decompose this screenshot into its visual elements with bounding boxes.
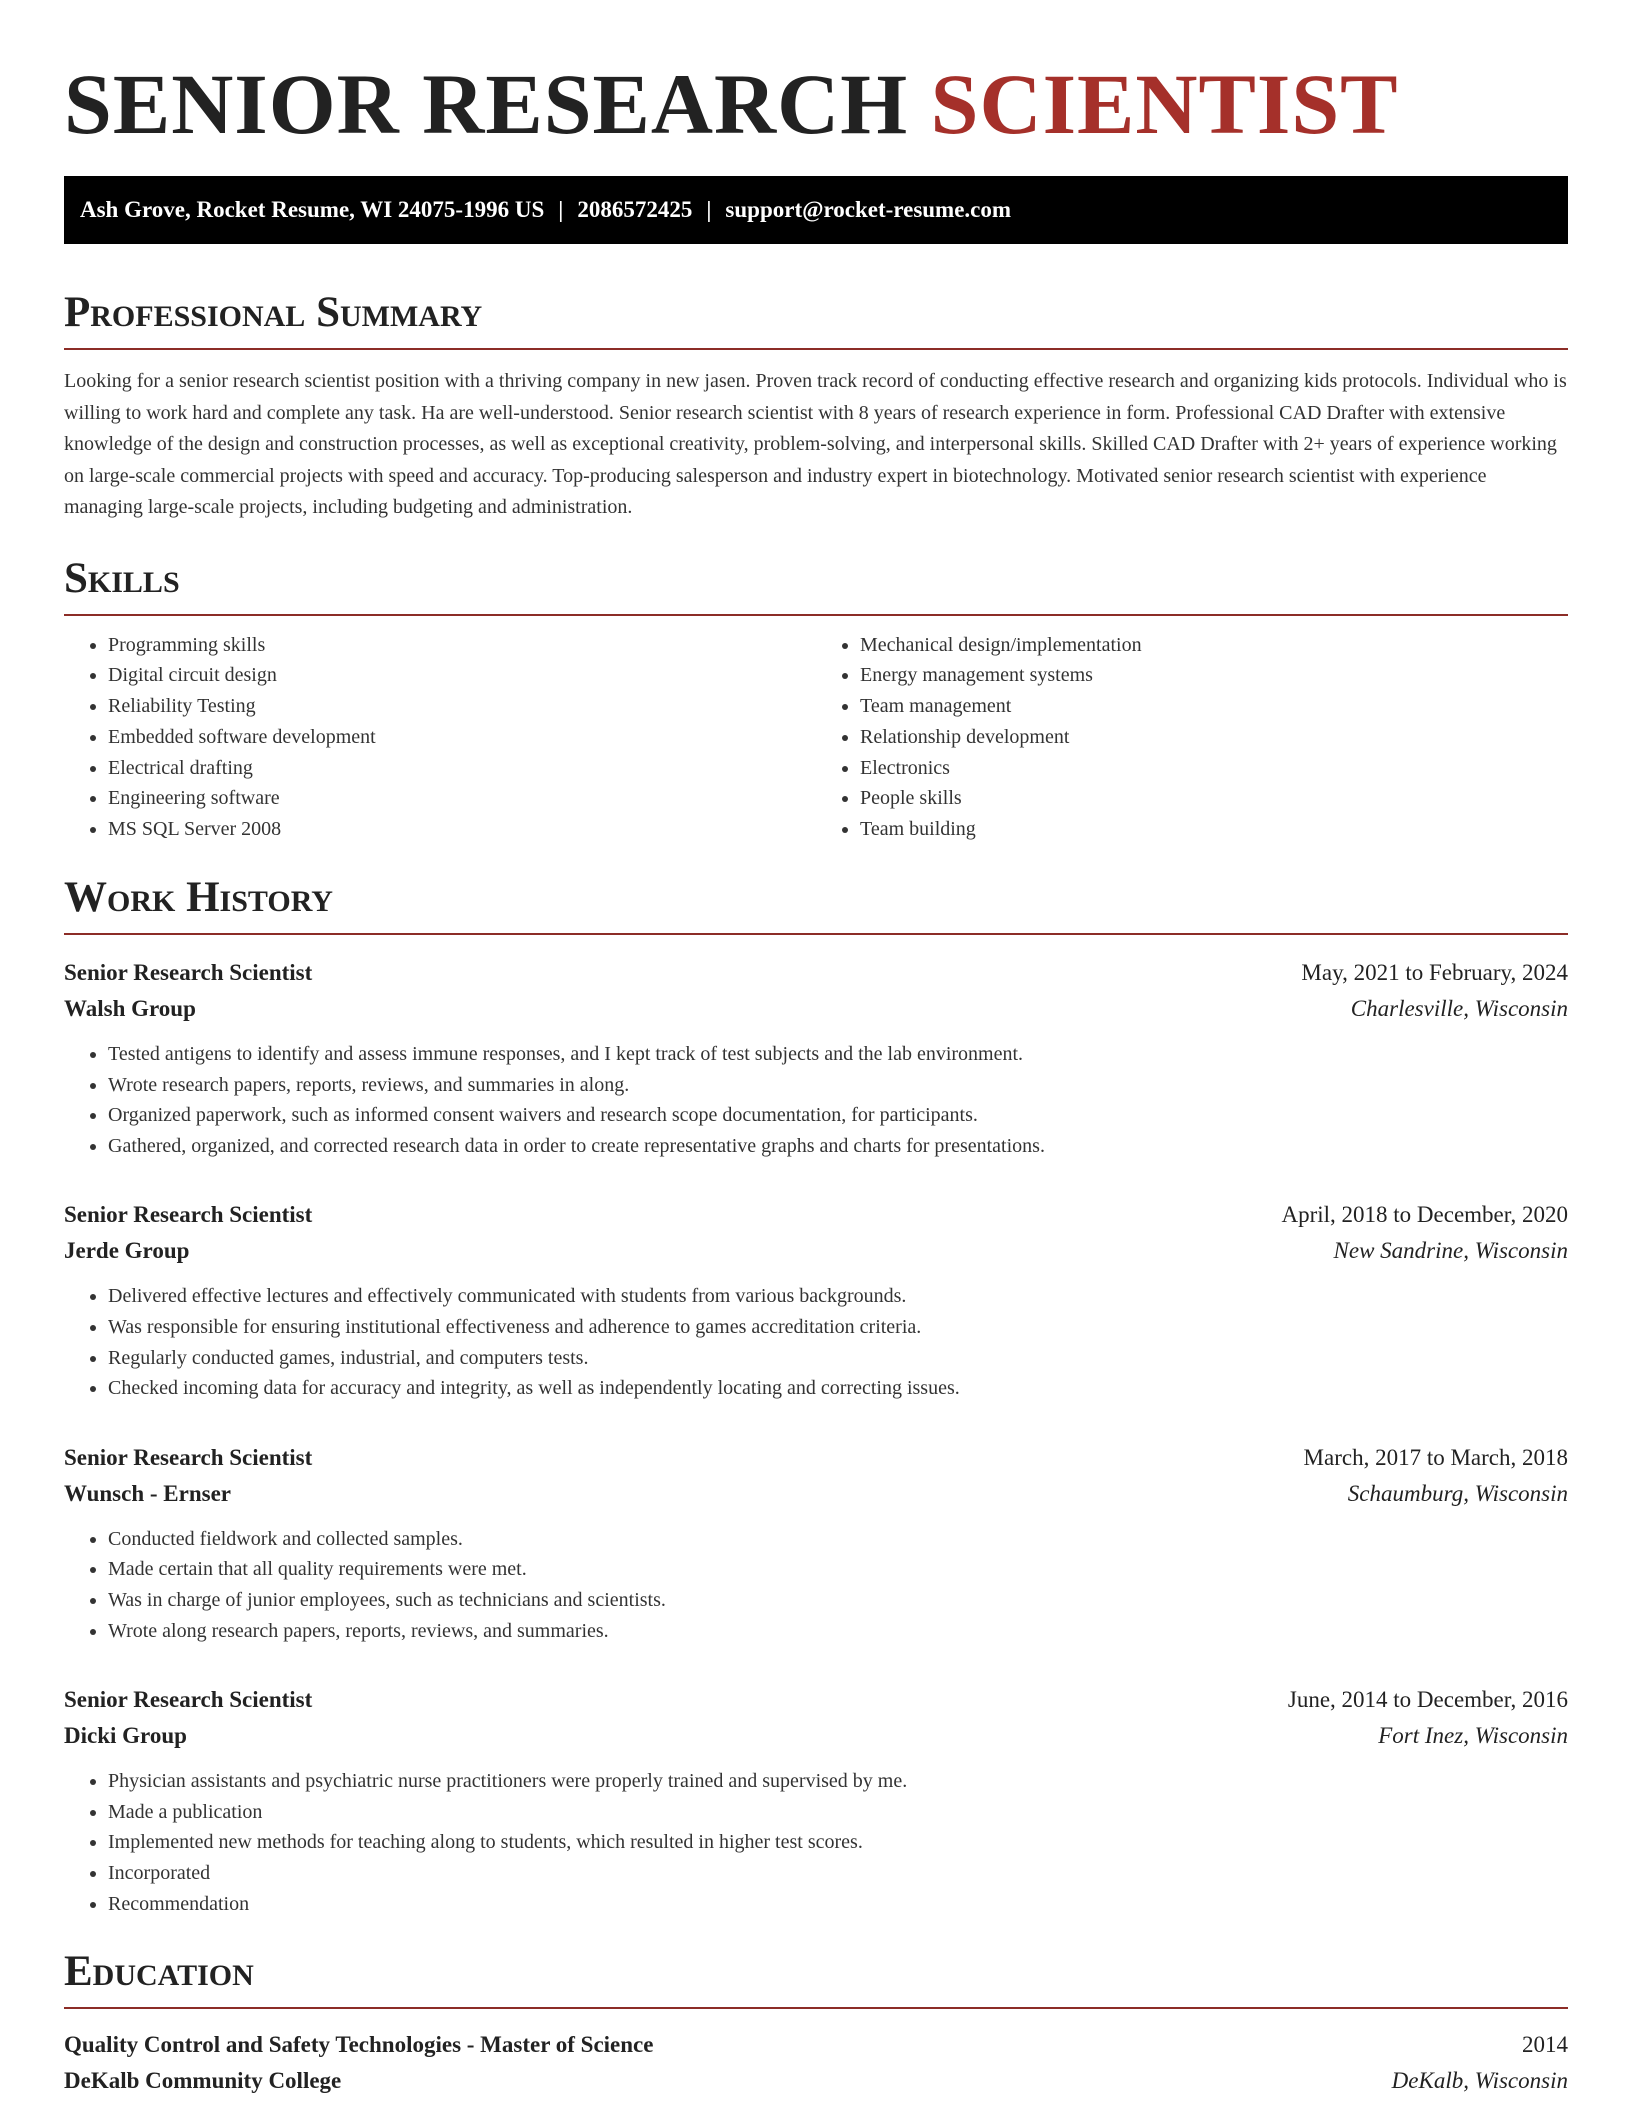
- job-location: Fort Inez, Wisconsin: [1378, 1723, 1568, 1749]
- skill-item: • Energy management systems: [860, 660, 1568, 691]
- section-divider: [64, 614, 1568, 616]
- job-bullet: • Checked incoming data for accuracy and integrity, as well as independently locating and correcting issues.: [108, 1373, 1568, 1404]
- skill-item: • Reliability Testing: [108, 691, 816, 722]
- job-entry: [64, 955, 1568, 1161]
- job-bullet: • Regularly conducted games, industrial, and computers tests.: [108, 1343, 1568, 1374]
- job-bullet: • Implemented new methods for teaching along to students, which resulted in higher test scores.: [108, 1827, 1568, 1858]
- education-school: DeKalb Community College: [64, 2068, 342, 2094]
- skill-item: • Engineering software: [108, 783, 816, 814]
- education-location: DeKalb, Wisconsin: [1391, 2068, 1568, 2094]
- job-title: Senior Research Scientist: [64, 1202, 313, 1228]
- skill-item: • Mechanical design/implementation: [860, 630, 1568, 661]
- contact-separator: |: [706, 197, 712, 222]
- section-heading-summary: Professional Summary: [64, 289, 483, 336]
- job-header-row: [64, 1197, 1568, 1233]
- resume-title: [64, 0, 1568, 176]
- job-bullet: • Made certain that all quality requirements were met.: [108, 1554, 1568, 1585]
- job-dates: May, 2021 to February, 2024: [1301, 960, 1568, 986]
- job-location: New Sandrine, Wisconsin: [1333, 1238, 1568, 1264]
- education-degree-row: [64, 2027, 1568, 2063]
- skill-item: • Electrical drafting: [108, 753, 816, 784]
- contact-address: Ash Grove, Rocket Resume, WI 24075-1996 US: [80, 197, 545, 222]
- skill-item: • Programming skills: [108, 630, 816, 661]
- job-bullet: • Was in charge of junior employees, such as technicians and scientists.: [108, 1585, 1568, 1616]
- skill-item: • MS SQL Server 2008: [108, 814, 816, 845]
- job-title: Senior Research Scientist: [64, 1444, 313, 1470]
- job-location: Schaumburg, Wisconsin: [1347, 1480, 1568, 1506]
- skill-item: • Team building: [860, 814, 1568, 845]
- section-heading-work-history: Work History: [64, 874, 333, 922]
- section-heading-skills: Skills: [64, 554, 180, 602]
- skills-list-right: [816, 630, 1568, 846]
- job-company-row: [64, 1233, 1568, 1269]
- education-degree: Quality Control and Safety Technologies - Master of Science: [64, 2032, 654, 2058]
- job-location: Charlesville, Wisconsin: [1350, 996, 1568, 1022]
- skill-item: • People skills: [860, 783, 1568, 814]
- education-entry: [64, 2027, 1568, 2099]
- job-header-row: [64, 1682, 1568, 1718]
- contact-phone: 2086572425: [577, 197, 693, 222]
- job-bullet: • Incorporated: [108, 1858, 1568, 1889]
- skills-grid: [64, 630, 1568, 846]
- job-header-row: [64, 955, 1568, 991]
- job-dates: April, 2018 to December, 2020: [1281, 1202, 1568, 1228]
- section-divider: [64, 348, 1568, 350]
- skill-item: • Electronics: [860, 753, 1568, 784]
- job-bullet: • Gathered, organized, and corrected research data in order to create representative graphs and charts for presentations.: [108, 1131, 1568, 1162]
- section-divider: [64, 933, 1568, 935]
- skill-item: • Team management: [860, 691, 1568, 722]
- job-bullet: • Recommendation: [108, 1889, 1568, 1920]
- job-title: Senior Research Scientist: [64, 1687, 313, 1713]
- job-bullet: • Wrote research papers, reports, reviews, and summaries in along.: [108, 1070, 1568, 1101]
- job-company: Wunsch - Ernser: [64, 1480, 231, 1506]
- contact-email: support@rocket-resume.com: [725, 197, 1012, 222]
- job-company: Walsh Group: [64, 996, 196, 1022]
- job-title: Senior Research Scientist: [64, 960, 313, 986]
- education-school-row: [64, 2063, 1568, 2099]
- summary-text: Looking for a senior research scientist position with a thriving company in new jasen. Proven track record of conducting effective research and organizing kids protocols. Individual who is willing to work hard and complete any task. Ha are well-understood. Senior research scientist with 8 years of research experience in form. Professional CAD Drafter with extensive knowledge of the design and construction processes, as well as exceptional creativity, problem-solving, and interpersonal skills. Skilled CAD Drafter with 2+ years of experience working on large-scale commercial projects with speed and accuracy. Top-producing salesperson and industry expert in biotechnology. Motivated senior research scientist with experience managing large-scale projects, including budgeting and administration.: [64, 370, 1567, 518]
- job-bullet-list: [64, 1766, 1568, 1919]
- skill-item: • Digital circuit design: [108, 660, 816, 691]
- job-company: Dicki Group: [64, 1723, 187, 1749]
- job-bullet-list: [64, 1524, 1568, 1646]
- job-dates: March, 2017 to March, 2018: [1303, 1444, 1568, 1470]
- job-bullet: • Made a publication: [108, 1797, 1568, 1828]
- job-bullet-list: [64, 1039, 1568, 1161]
- section-heading-education: Education: [64, 1948, 254, 1996]
- job-bullet: • Organized paperwork, such as informed consent waivers and research scope documentation, for participants.: [108, 1100, 1568, 1131]
- skills-list-left: [64, 630, 816, 846]
- job-entry: [64, 1197, 1568, 1403]
- job-dates: June, 2014 to December, 2016: [1287, 1687, 1568, 1713]
- job-bullet: • Tested antigens to identify and assess immune responses, and I kept track of test subjects and the lab environment.: [108, 1039, 1568, 1070]
- job-company-row: [64, 1718, 1568, 1754]
- job-entry: [64, 1440, 1568, 1646]
- title-main: SENIOR RESEARCH: [64, 56, 909, 152]
- job-company: Jerde Group: [64, 1238, 190, 1264]
- job-company-row: [64, 991, 1568, 1027]
- title-accent: SCIENTIST: [930, 56, 1399, 152]
- job-header-row: [64, 1440, 1568, 1476]
- education-year: 2014: [1522, 2032, 1568, 2058]
- skill-item: • Embedded software development: [108, 722, 816, 753]
- job-entry: [64, 1682, 1568, 1919]
- job-bullet: • Wrote along research papers, reports, reviews, and summaries.: [108, 1616, 1568, 1647]
- skill-item: • Relationship development: [860, 722, 1568, 753]
- job-bullet: • Delivered effective lectures and effectively communicated with students from various backgrounds.: [108, 1281, 1568, 1312]
- job-bullet-list: [64, 1281, 1568, 1403]
- section-divider: [64, 2007, 1568, 2009]
- contact-bar: [64, 176, 1568, 244]
- job-company-row: [64, 1476, 1568, 1512]
- job-bullet: • Conducted fieldwork and collected samples.: [108, 1524, 1568, 1555]
- contact-separator: |: [558, 197, 564, 222]
- job-bullet: • Physician assistants and psychiatric nurse practitioners were properly trained and supervised by me.: [108, 1766, 1568, 1797]
- job-bullet: • Was responsible for ensuring institutional effectiveness and adherence to games accreditation criteria.: [108, 1312, 1568, 1343]
